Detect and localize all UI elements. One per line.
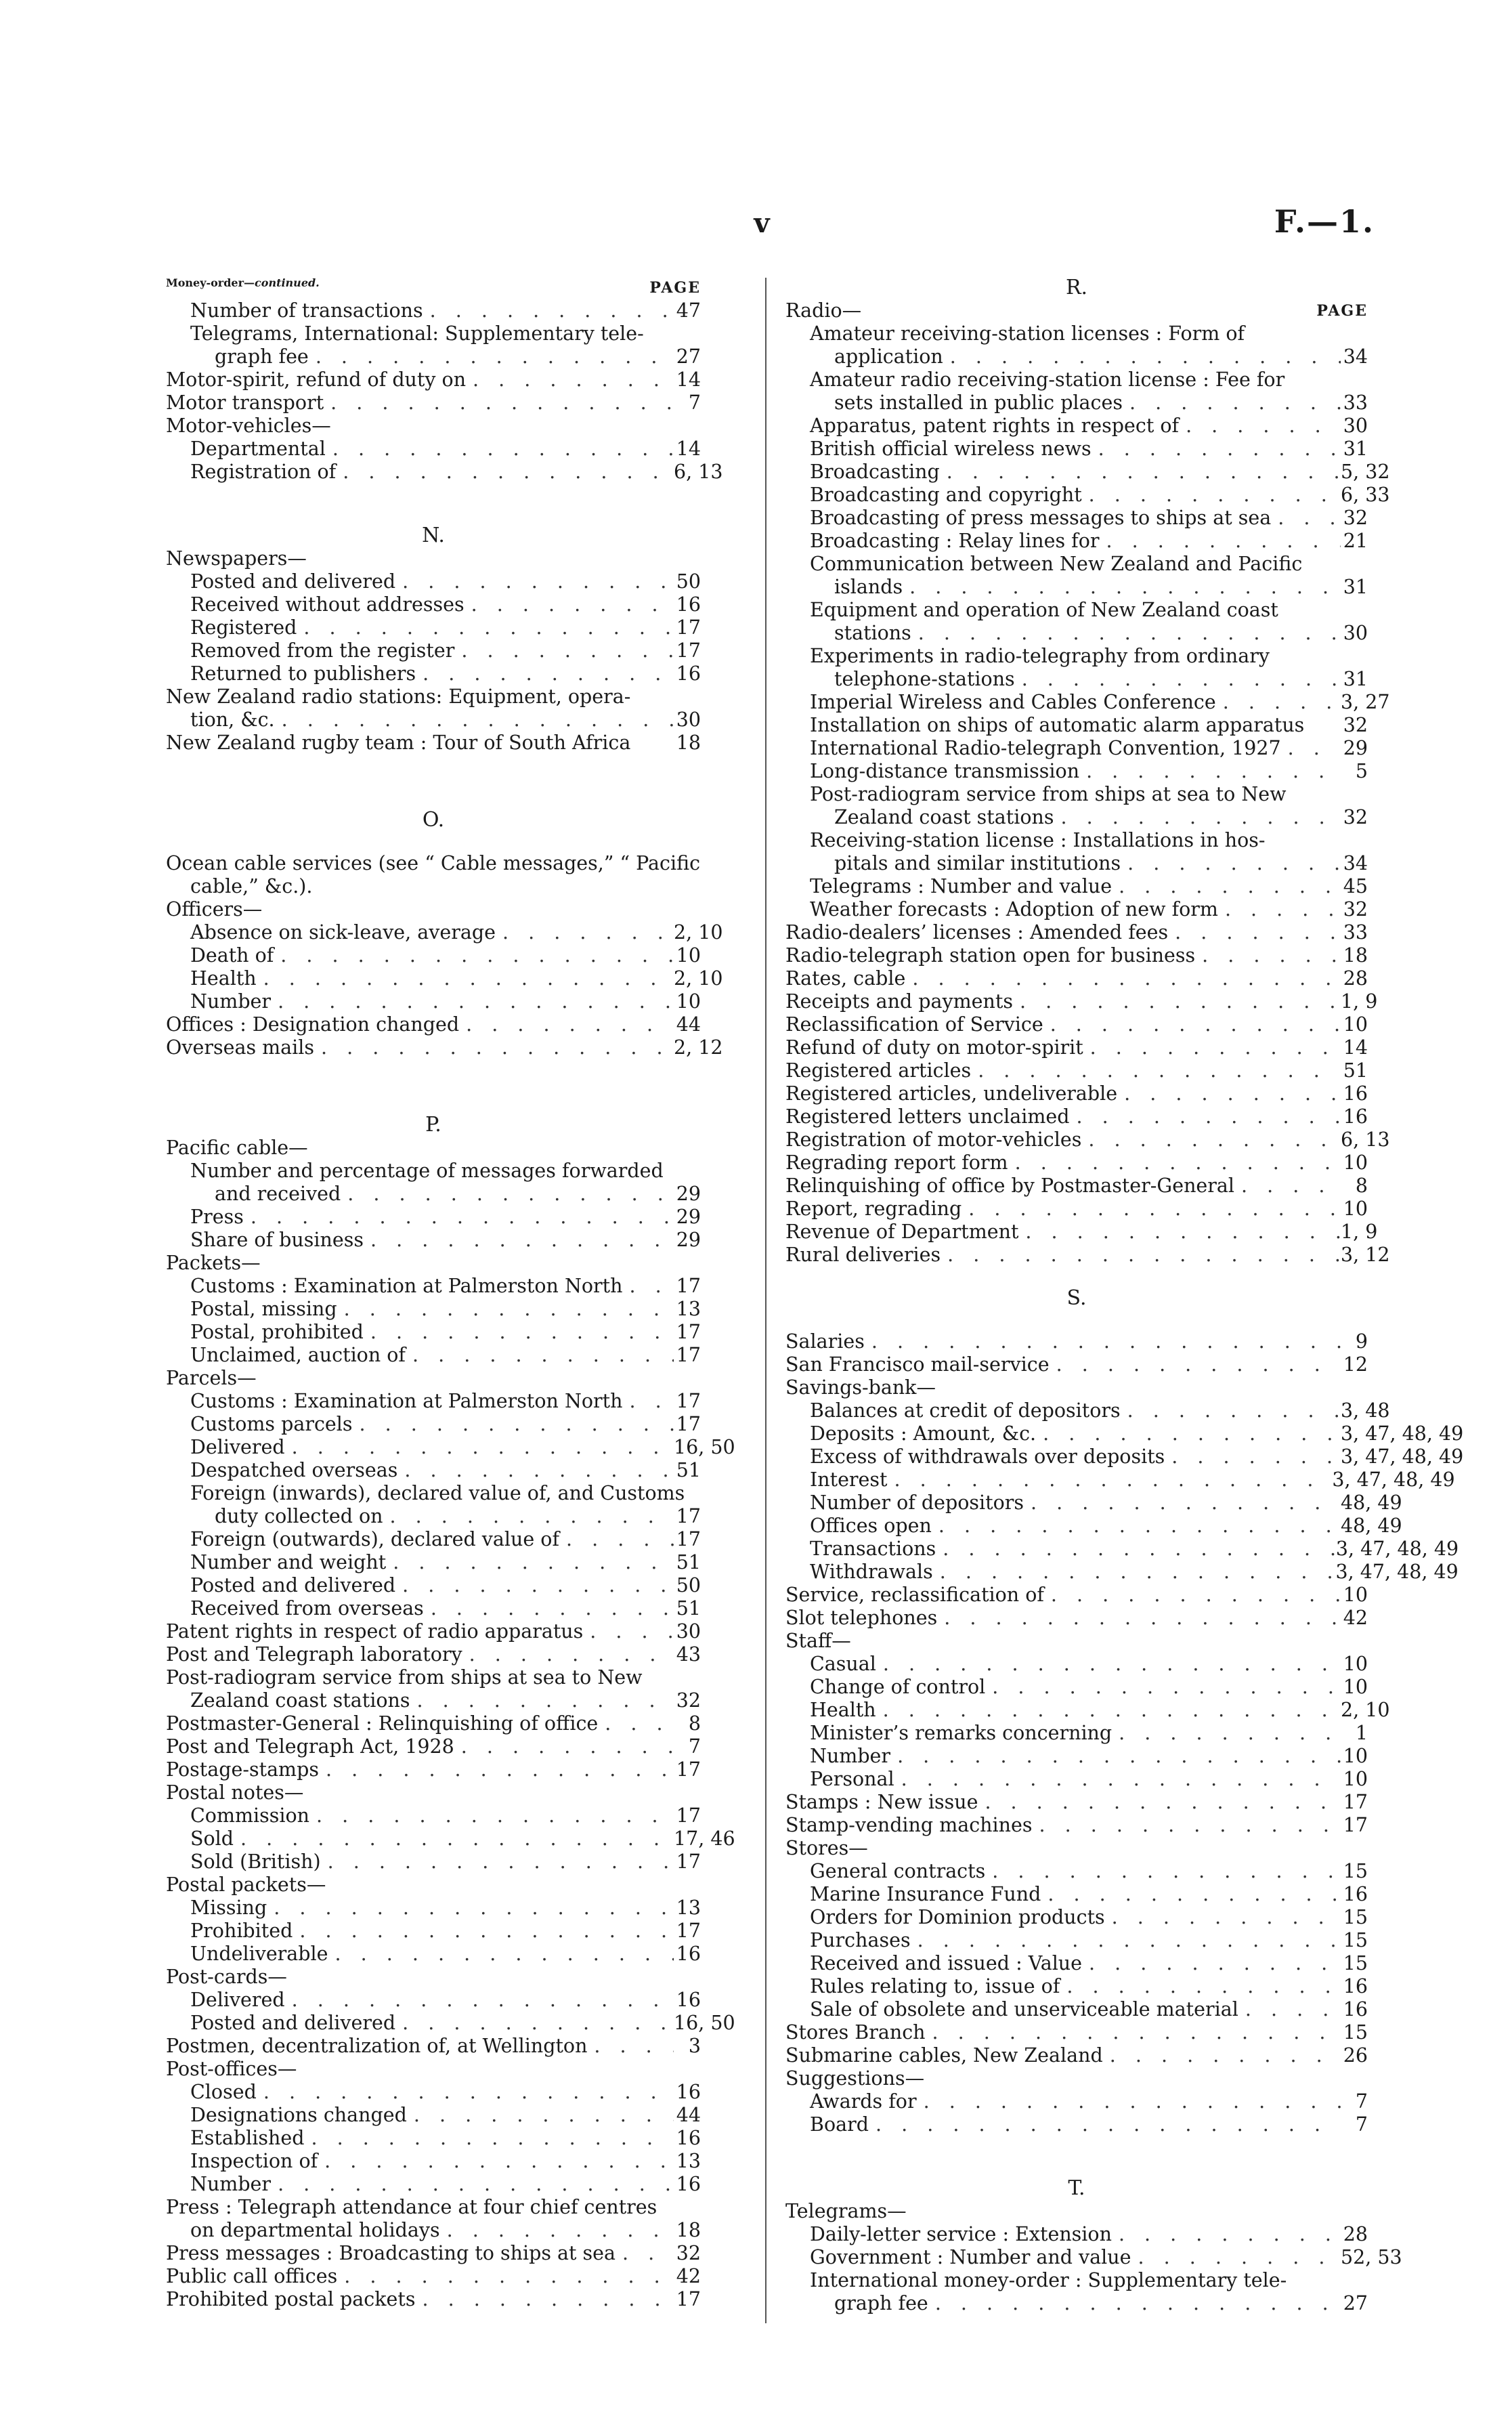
index-entry: Health . . . 2, 10 [785,1699,1368,1722]
index-entry: New Zealand rugby team : Tour of South Africa 18 [166,732,701,754]
index-entry: Received and issued : Value . . . 15 [785,1952,1368,1975]
index-entry: Casual . . . 10 [785,1653,1368,1676]
index-group-heading: Savings-bank— [785,1376,936,1399]
index-entry: Slot telephones . . . 42 [785,1607,1368,1630]
index-entry: Interest . . . 3, 47, 48, 49 [785,1468,1368,1491]
index-group-heading: Staff— [785,1630,851,1652]
index-entry: Revenue of Department . . . 1, 9 [785,1221,1368,1244]
index-entry: Postmaster-General : Relinquishing of office . . . 8 [166,1712,701,1735]
index-entry: Customs parcels . . . 17 [166,1413,701,1436]
column-divider [765,278,766,2323]
index-entry: Submarine cables, New Zealand . . . 26 [785,2044,1368,2067]
index-entry: Despatched overseas . . . 51 [166,1459,701,1482]
index-group-heading: Stores— [785,1837,868,1859]
index-entry: on departmental holidays . . . 18 [166,2219,701,2242]
index-entry: pitals and similar institutions . . . 34 [785,852,1368,875]
index-entry: Number . . . 10 [166,990,701,1013]
index-entry: Marine Insurance Fund . . . 16 [785,1883,1368,1906]
document-code: F.—1. [1274,203,1375,240]
index-group-heading: Telegrams— [785,2200,907,2222]
index-entry-wrap: Post-radiogram service from ships at sea to New [810,783,1287,805]
left-heading-row [166,276,701,299]
index-entry: telephone-stations . . . 31 [785,668,1368,691]
index-entry: Postage-stamps . . . 17 [166,1758,701,1781]
index-entry: Stores Branch . . . 15 [785,2021,1368,2044]
index-entry: Daily-letter service : Extension . . . 28 [785,2223,1368,2246]
index-entry: Rural deliveries . . . 3, 12 [785,1244,1368,1267]
index-entry: Weather forecasts : Adoption of new form . . . 32 [785,898,1368,921]
money-order-continued-heading: Money-order—continued. [166,276,320,289]
index-entry-wrap: Post-radiogram service from ships at sea to New [166,1666,643,1689]
index-entry: Postal, missing . . . 13 [166,1298,701,1321]
index-entry: Broadcasting : Relay lines for . . . 21 [785,530,1368,553]
index-entry: Motor-spirit, refund of duty on . . . 14 [166,368,701,392]
index-entry: Regrading report form . . . 10 [785,1151,1368,1175]
index-entry: Salaries . . . 9 [785,1330,1368,1353]
index-entry: Closed . . . 16 [166,2081,701,2104]
index-entry: Customs : Examination at Palmerston North . . . 17 [166,1390,701,1413]
index-entry-wrap: Press : Telegraph attendance at four chief centres [166,2196,657,2218]
index-entry: graph fee . . . 27 [785,2292,1368,2315]
index-entry: Radio-telegraph station open for business . . . 18 [785,944,1368,967]
index-entry: Rules relating to, issue of . . . 16 [785,1975,1368,1998]
index-group-heading: Postal notes— [166,1781,304,1804]
index-entry: Delivered . . . 16 [166,1989,701,2012]
index-group-heading: Motor-vehicles— [166,415,331,437]
index-entry: Established . . . 16 [166,2127,701,2150]
index-entry: Report, regrading . . . 10 [785,1198,1368,1221]
index-entry: Number . . . 10 [785,1745,1368,1768]
index-entry-wrap: Ocean cable services (see “ Cable messages,” “ Pacific [166,852,701,874]
index-entry: Offices : Designation changed . . . 44 [166,1013,701,1036]
index-entry: Departmental . . . 14 [166,438,701,461]
right-column [785,276,1464,2315]
index-entry: Postal, prohibited . . . 17 [166,1321,701,1344]
index-entry: Received from overseas . . . 51 [166,1597,701,1620]
index-entry: sets installed in public places . . . 33 [785,392,1368,415]
index-entry: Posted and delivered . . . 16, 50 [166,2012,701,2035]
index-entry: Registration of motor-vehicles . . . 6, 13 [785,1128,1368,1151]
index-entry: Zealand coast stations . . . 32 [785,806,1368,829]
index-entry: Health . . . 2, 10 [166,967,701,990]
index-entry: Returned to publishers . . . 16 [166,662,701,685]
section-letter-p: P. [425,1113,441,1137]
index-entry: British official wireless news . . . 31 [785,438,1368,461]
index-entry: and received . . . 29 [166,1183,701,1206]
index-group-heading: Packets— [166,1252,261,1274]
index-entry: Radio-dealers’ licenses : Amended fees . . . 33 [785,921,1368,944]
index-entry-wrap: New Zealand radio stations: Equipment, opera- [166,685,631,708]
index-entry: Number of transactions . . . 47 [166,299,701,322]
index-entry-wrap: International money-order : Supplementary tele- [810,2269,1287,2291]
index-entry-wrap: Amateur receiving-station licenses : Form of [810,322,1245,345]
index-entry-wrap: Amateur radio receiving-station license : Fee for [810,368,1285,391]
index-entry: Sold . . . 17, 46 [166,1827,701,1850]
index-entry: Rates, cable . . . 28 [785,967,1368,990]
index-entry: tion, &c. . . . 30 [166,708,701,732]
index-entry: Designations changed . . . 44 [166,2104,701,2127]
index-entry: Delivered . . . 16, 50 [166,1436,701,1459]
index-group-heading: Postal packets— [166,1874,326,1896]
index-entry: Public call offices . . . 42 [166,2265,701,2288]
index-entry: Unclaimed, auction of . . . 17 [166,1344,701,1367]
index-entry: Undeliverable . . . 16 [166,1943,701,1966]
section-letter-n: N. [422,524,445,547]
right-heading-row [785,299,1368,322]
index-entry: Sold (British) . . . 17 [166,1850,701,1874]
index-entry: Installation on ships of automatic alarm apparatus 32 [810,714,1368,736]
index-entry: Government : Number and value . . . 52, 53 [785,2246,1368,2269]
index-entry: Refund of duty on motor-spirit . . . 14 [785,1036,1368,1059]
index-entry: islands . . . 31 [785,576,1368,599]
index-entry: Registered . . . 17 [166,616,701,639]
page-number-roman: v [754,207,770,239]
index-entry-wrap: Telegrams, International: Supplementary tele- [190,322,644,345]
index-entry: Relinquishing of office by Postmaster-General . . . 8 [785,1175,1368,1198]
index-group-heading: Suggestions— [785,2067,925,2090]
index-entry: Registered articles . . . 51 [785,1059,1368,1082]
index-entry: Broadcasting . . . 5, 32 [785,461,1368,484]
index-entry: Patent rights in respect of radio apparatus . . . 30 [166,1620,701,1643]
index-entry: Stamp-vending machines . . . 17 [785,1814,1368,1837]
index-entry: Orders for Dominion products . . . 15 [785,1906,1368,1929]
section-letter-t: T. [1068,2176,1085,2200]
index-entry: Post and Telegraph Act, 1928 . . . 7 [166,1735,701,1758]
index-entry: Registration of . . . 6, 13 [166,461,701,484]
index-entry: Imperial Wireless and Cables Conference . . . 3, 27 [785,691,1368,714]
index-group-heading: Post-cards— [166,1966,287,1988]
index-entry-wrap: Equipment and operation of New Zealand coast [810,599,1278,621]
index-entry-wrap: Communication between New Zealand and Pacific [810,553,1303,575]
index-entry: San Francisco mail-service . . . 12 [785,1353,1368,1376]
index-entry: Telegrams : Number and value . . . 45 [785,875,1368,898]
index-entry: Absence on sick-leave, average . . . 2, 10 [166,921,701,944]
index-entry: Foreign (outwards), declared value of . . . 17 [166,1528,701,1551]
index-entry-wrap: cable,” &c.). [190,875,313,897]
index-entry: Withdrawals . . . 3, 47, 48, 49 [785,1561,1368,1584]
index-entry: General contracts . . . 15 [785,1860,1368,1883]
index-entry: Board . . . 7 [785,2113,1368,2136]
section-letter-r: R. [1065,276,1088,299]
index-entry: Balances at credit of depositors . . . 3, 48 [785,1399,1368,1422]
index-entry: Posted and delivered . . . 50 [166,570,701,593]
index-entry: Post and Telegraph laboratory . . . 43 [166,1643,701,1666]
index-entry: Sale of obsolete and unserviceable material . . . 16 [785,1998,1368,2021]
index-entry: Posted and delivered . . . 50 [166,1574,701,1597]
index-group-heading: Officers— [166,898,263,921]
index-entry: Broadcasting and copyright . . . 6, 33 [785,484,1368,507]
index-entry-wrap: Foreign (inwards), declared value of, and Customs [190,1482,685,1504]
index-group-heading: Parcels— [166,1367,257,1389]
index-entry-wrap: Experiments in radio-telegraphy from ordinary [810,645,1270,667]
index-entry: Press . . . 29 [166,1206,701,1229]
index-entry: Personal . . . 10 [785,1768,1368,1791]
index-entry: Registered articles, undeliverable . . . 16 [785,1082,1368,1105]
index-entry: Apparatus, patent rights in respect of . . . 30 [785,415,1368,438]
index-entry: Long-distance transmission . . . 5 [785,760,1368,783]
index-entry: Transactions . . . 3, 47, 48, 49 [785,1538,1368,1561]
index-entry: Stamps : New issue . . . 17 [785,1791,1368,1814]
index-entry: Prohibited postal packets . . . 17 [166,2288,701,2311]
index-entry: Registered letters unclaimed . . . 16 [785,1105,1368,1128]
index-entry: application . . . 34 [785,345,1368,368]
index-entry: Missing . . . 13 [166,1897,701,1920]
index-entry: stations . . . 30 [785,622,1368,645]
index-entry: Offices open . . . 48, 49 [785,1515,1368,1538]
index-entry: Overseas mails . . . 2, 12 [166,1036,701,1059]
index-entry: Prohibited . . . 17 [166,1920,701,1943]
section-letter-o: O. [422,808,445,832]
index-entry: Deposits : Amount, &c. . . . 3, 47, 48, 49 [785,1422,1368,1445]
index-entry: Purchases . . . 15 [785,1929,1368,1952]
index-entry: Inspection of . . . 13 [166,2150,701,2173]
index-entry: Motor transport . . . 7 [166,392,701,415]
index-entry: Number . . . 16 [166,2173,701,2196]
page-column-label: PAGE [649,279,701,297]
index-group-heading: Pacific cable— [166,1137,308,1159]
index-entry: Awards for . . . 7 [785,2090,1368,2113]
index-entry: Change of control . . . 10 [785,1676,1368,1699]
index-entry: Removed from the register . . . 17 [166,639,701,662]
index-group-heading: Radio— [785,299,862,322]
index-entry: Receipts and payments . . . 1, 9 [785,990,1368,1013]
index-entry: Broadcasting of press messages to ships at sea . . . 32 [785,507,1368,530]
index-entry: Share of business . . . 29 [166,1229,701,1252]
page-column-label: PAGE [1316,302,1368,320]
index-entry: Commission . . . 17 [166,1804,701,1827]
index-entry-wrap: Number and percentage of messages forwarded [190,1160,664,1182]
index-entry: Number and weight . . . 51 [166,1551,701,1574]
section-letter-s: S. [1066,1286,1087,1310]
index-entry: Minister’s remarks concerning . . . 1 [785,1722,1368,1745]
left-column [166,276,735,2311]
index-group-heading: Post-offices— [166,2058,297,2080]
index-entry-wrap: Receiving-station license : Installations in hos- [810,829,1266,851]
index-entry: Death of . . . 10 [166,944,701,967]
index-entry: Number of depositors . . . 48, 49 [785,1491,1368,1515]
index-entry: Zealand coast stations . . . 32 [166,1689,701,1712]
index-entry: Excess of withdrawals over deposits . . . 3, 47, 48, 49 [785,1445,1368,1468]
index-entry: Press messages : Broadcasting to ships at sea . . . 32 [166,2242,701,2265]
index-group-heading: Newspapers— [166,547,307,570]
index-entry: graph fee . . . 27 [166,345,701,368]
index-entry: Postmen, decentralization of, at Wellington . . . 3 [166,2035,701,2058]
index-entry: Reclassification of Service . . . 10 [785,1013,1368,1036]
index-entry: duty collected on . . . 17 [166,1505,701,1528]
index-entry: Service, reclassification of . . . 10 [785,1584,1368,1607]
index-entry: Received without addresses . . . 16 [166,593,701,616]
index-entry: Customs : Examination at Palmerston North . . . 17 [166,1275,701,1298]
index-entry: International Radio-telegraph Convention, 1927 . . . 29 [785,737,1368,760]
